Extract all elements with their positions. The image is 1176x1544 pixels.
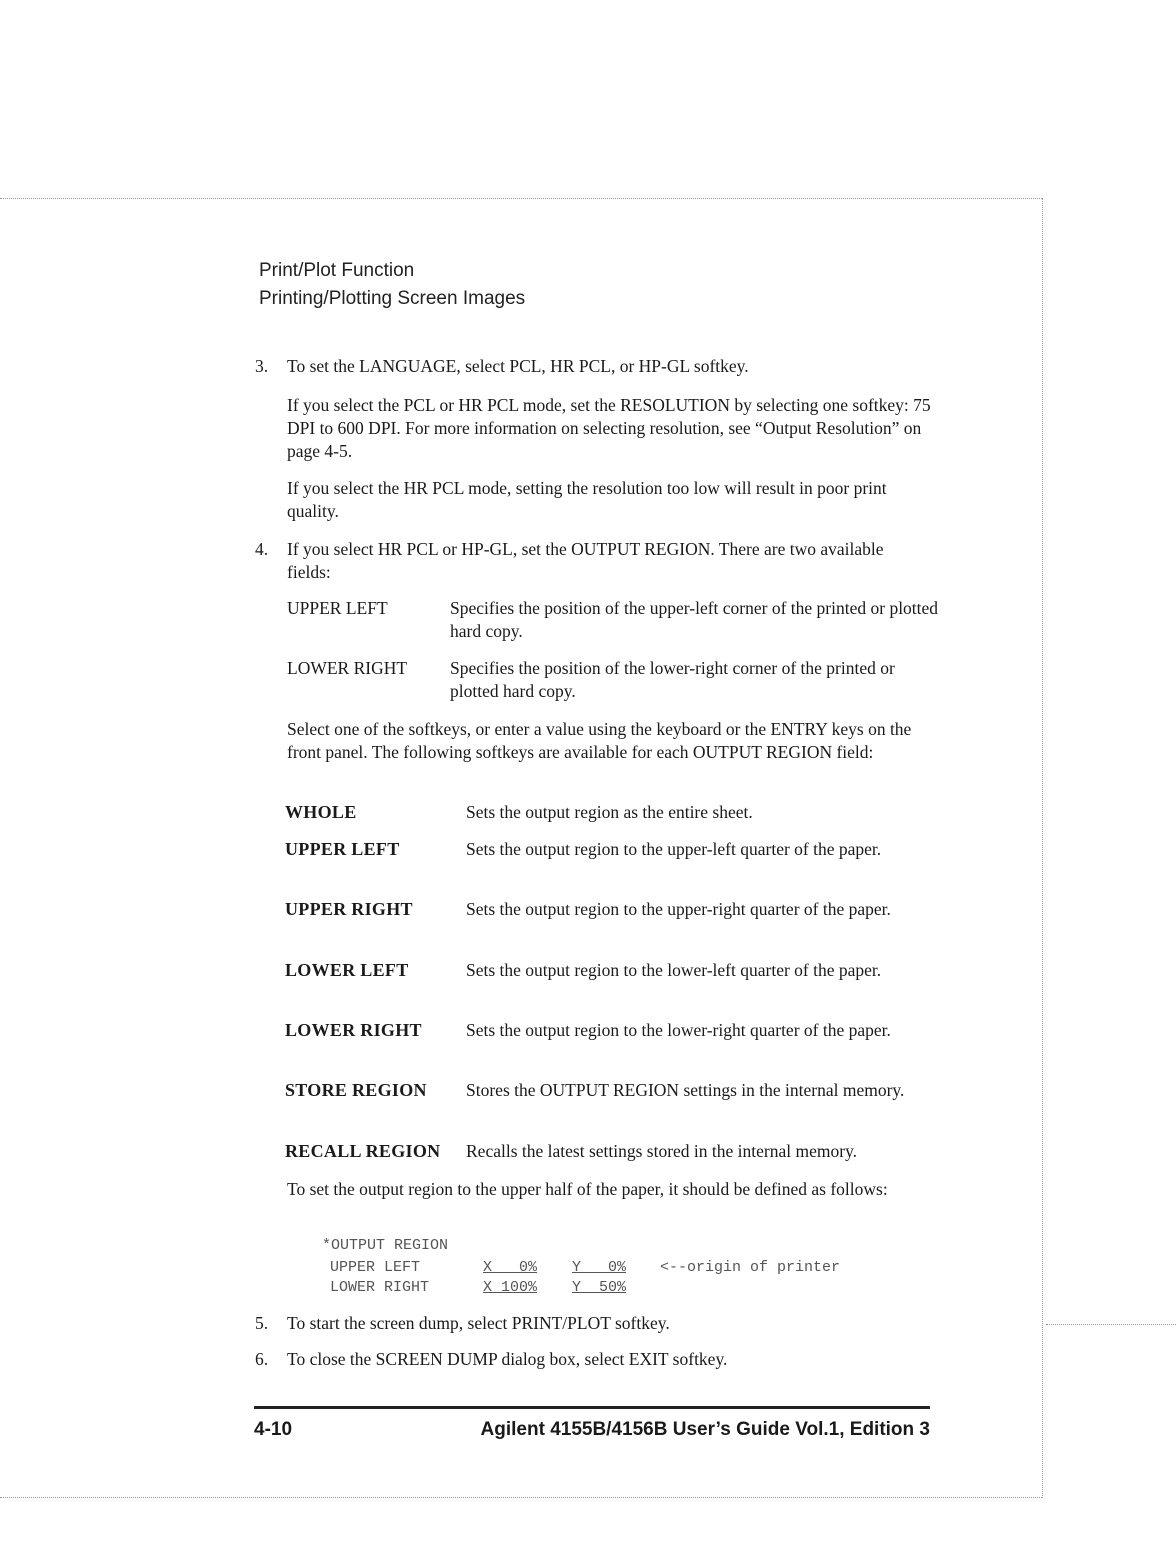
example-title: *OUTPUT REGION (322, 1237, 449, 1254)
paragraph: If you select the PCL or HR PCL mode, set the RESOLUTION by selecting one softkey: 75 DPI to 600 DPI. For more information on selecting resolution, see “Output Resolution” on page 4-5. (287, 395, 931, 461)
softkey-description: Stores the OUTPUT REGION settings in the internal memory. (466, 1080, 905, 1100)
paragraph: Select one of the softkeys, or enter a value using the keyboard or the ENTRY keys on the front panel. The following softkeys are available for each OUTPUT REGION field: (287, 719, 912, 762)
step-number: 6. (255, 1349, 269, 1369)
softkey-name: WHOLE (285, 802, 357, 822)
page-trim-side (1046, 1324, 1176, 1325)
paragraph: If you select the HR PCL mode, setting the resolution too low will result in poor print quality. (287, 478, 887, 521)
softkey-description: Sets the output region to the upper-left quarter of the paper. (466, 839, 882, 859)
step-number: 3. (255, 356, 269, 376)
step-text: To set the LANGUAGE, select PCL, HR PCL, or HP-GL softkey. (287, 356, 749, 376)
softkey-name: LOWER RIGHT (285, 1020, 422, 1040)
example-x-value: X 0% (483, 1259, 538, 1276)
page-number: 4-10 (254, 1419, 293, 1440)
softkey-description: Sets the output region to the lower-right quarter of the paper. (466, 1020, 891, 1040)
example-row-label: UPPER LEFT (330, 1259, 421, 1276)
example-row-label: LOWER RIGHT (330, 1279, 430, 1296)
paragraph: To set the output region to the upper half of the paper, it should be defined as follows: (287, 1179, 888, 1199)
footer-rule (254, 1406, 930, 1409)
softkey-name: LOWER LEFT (285, 960, 409, 980)
example-y-value: Y 50% (572, 1279, 627, 1296)
step-text: If you select HR PCL or HP-GL, set the OUTPUT REGION. There are two available fields: (287, 539, 884, 582)
step-number: 5. (255, 1313, 269, 1333)
step-text: To start the screen dump, select PRINT/PLOT softkey. (287, 1313, 670, 1333)
page-trim-right (1042, 198, 1043, 1498)
step-text: To close the SCREEN DUMP dialog box, select EXIT softkey. (287, 1349, 728, 1369)
field-description: Specifies the position of the lower-right corner of the printed or plotted hard copy. (450, 658, 895, 701)
softkey-name: RECALL REGION (285, 1141, 441, 1161)
example-note: <--origin of printer (660, 1259, 841, 1276)
softkey-description: Sets the output region to the lower-left quarter of the paper. (466, 960, 882, 980)
softkey-description: Sets the output region to the upper-right quarter of the paper. (466, 899, 891, 919)
subsection-title: Printing/Plotting Screen Images (259, 288, 526, 309)
softkey-description: Recalls the latest settings stored in the internal memory. (466, 1141, 858, 1161)
footer-title: Agilent 4155B/4156B User’s Guide Vol.1, Edition 3 (480, 1419, 930, 1440)
example-y-value: Y 0% (572, 1259, 627, 1276)
example-x-value: X 100% (483, 1279, 538, 1296)
step-number: 4. (255, 539, 269, 559)
field-label: LOWER RIGHT (287, 658, 408, 678)
softkey-name: UPPER RIGHT (285, 899, 413, 919)
field-label: UPPER LEFT (287, 598, 388, 618)
softkey-name: UPPER LEFT (285, 839, 400, 859)
softkey-description: Sets the output region as the entire sheet. (466, 802, 753, 822)
field-description: Specifies the position of the upper-left corner of the printed or plotted hard copy. (450, 598, 939, 641)
softkey-name: STORE REGION (285, 1080, 427, 1100)
page-trim-bottom (0, 1497, 1042, 1498)
section-title: Print/Plot Function (259, 260, 415, 281)
page-trim-top (0, 198, 1042, 199)
